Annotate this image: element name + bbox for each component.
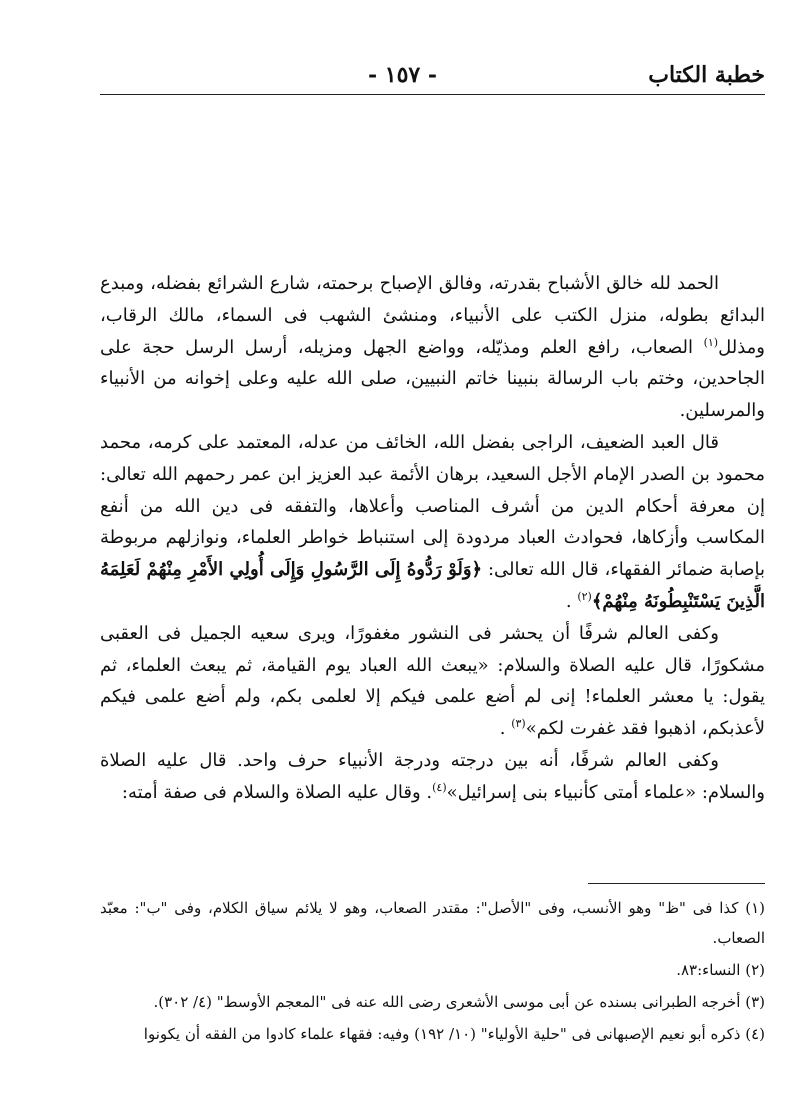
paragraph-1 bbox=[100, 268, 765, 427]
paragraph-3 bbox=[100, 618, 765, 745]
footnote-ref-4[interactable]: (٤) bbox=[432, 780, 447, 794]
paragraph-1-text-b: الصعاب، رافع العلم ومذيّله، وواضع الجهل ومزيله، أرسل الرسل حجة على الجاحدين، وختم باب الرسالة بنبينا خاتم النبيين، صلى الله عليه وعلى إخوانه من الأنبياء والمرسلين. bbox=[100, 336, 765, 422]
paragraph-4 bbox=[100, 745, 765, 809]
footnote-ref-3[interactable]: (٣) bbox=[511, 717, 526, 731]
running-title: خطبة الكتاب bbox=[648, 62, 765, 88]
header-rule bbox=[100, 94, 765, 95]
footnote-2: (٢) النساء:٨٣. bbox=[676, 961, 765, 979]
footnotes bbox=[100, 893, 765, 1051]
footnote-rule bbox=[588, 883, 765, 884]
footnote-4: (٤) ذكره أبو نعيم الإصبهانى فى "حلية الأولياء" (١٠/ ١٩٢) وفيه: فقهاء علماء كادوا من الفقه أن يكونوا bbox=[143, 1025, 765, 1043]
footnote-ref-2[interactable]: (٢) bbox=[577, 589, 592, 603]
paragraph-2-end: . bbox=[565, 590, 572, 612]
paragraph-2-text: قال العبد الضعيف، الراجى بفضل الله، الخائف من عدله، المعتمد على كرمه، محمد محمود بن الصدر الإمام الأجل السعيد، برهان الأئمة عبد العزيز ابن عمر رحمهم الله تعالى: إن معرفة أحكام الدين من أشرف المناصب وأعلاها، والتفقه فى دين الله من أنفع المكاسب وأزكاها، فحوادث العباد مردودة إلى استنباط خواطر العلماء، ونوازلهم مربوطة بإصابة ضمائر الفقهاء، قال الله تعالى: bbox=[100, 431, 765, 581]
paragraph-2 bbox=[100, 427, 765, 618]
footnote-1: (١) كذا فى "ظ" وهو الأنسب، وفى "الأصل": مقتدر الصعاب، وهو لا يلائم سياق الكلام، وفى "ب": معبّد الصعاب. bbox=[100, 899, 765, 947]
footnote-ref-1[interactable]: (١) bbox=[703, 335, 719, 349]
main-text bbox=[100, 268, 765, 809]
page-number: - ١٥٧ - bbox=[368, 62, 438, 88]
footnote-3: (٣) أخرجه الطبرانى بسنده عن أبى موسى الأشعرى رضى الله عنه فى "المعجم الأوسط" (٤/ ٣٠٢). bbox=[153, 993, 765, 1011]
paragraph-4-text-a: وكفى العالم شرفًا، أنه بين درجته ودرجة الأنبياء حرف واحد. قال عليه الصلاة والسلام: «علماء أمتى كأنبياء بنى إسرائيل» bbox=[100, 749, 765, 803]
paragraph-4-text-b: . وقال عليه الصلاة والسلام فى صفة أمته: bbox=[121, 781, 433, 803]
page-header bbox=[100, 58, 765, 92]
paragraph-3-end: . bbox=[499, 718, 506, 740]
paragraph-3-text: وكفى العالم شرفًا أن يحشر فى النشور مغفورًا، ويرى سعيه الجميل فى العقبى مشكورًا، قال عليه الصلاة والسلام: «يبعث الله العباد يوم القيامة، ثم يبعث العلماء، ثم يقول: يا معشر العلماء! إنى لم أضع علمى فيكم إلا لعلمى بكم، ولم أضع علمى فيكم لأعذبكم، اذهبوا فقد غفرت لكم» bbox=[100, 622, 765, 740]
paragraph-1-text-a: الحمد لله خالق الأشباح بقدرته، وفالق الإصباح برحمته، شارع الشرائع بفضله، ومبدع البدائع بطوله، منزل الكتب على الأنبياء، ومنشئ الشهب فى السماء، مالك الرقاب، ومذلل bbox=[100, 273, 765, 358]
quran-verse: ﴿وَلَوْ رَدُّوهُ إِلَى الرَّسُولِ وَإِلَى أُولِي الأَمْرِ مِنْهُمْ لَعَلِمَهُ الَّذِينَ يَسْتَنْبِطُونَهُ مِنْهُمْ﴾ bbox=[100, 559, 765, 612]
